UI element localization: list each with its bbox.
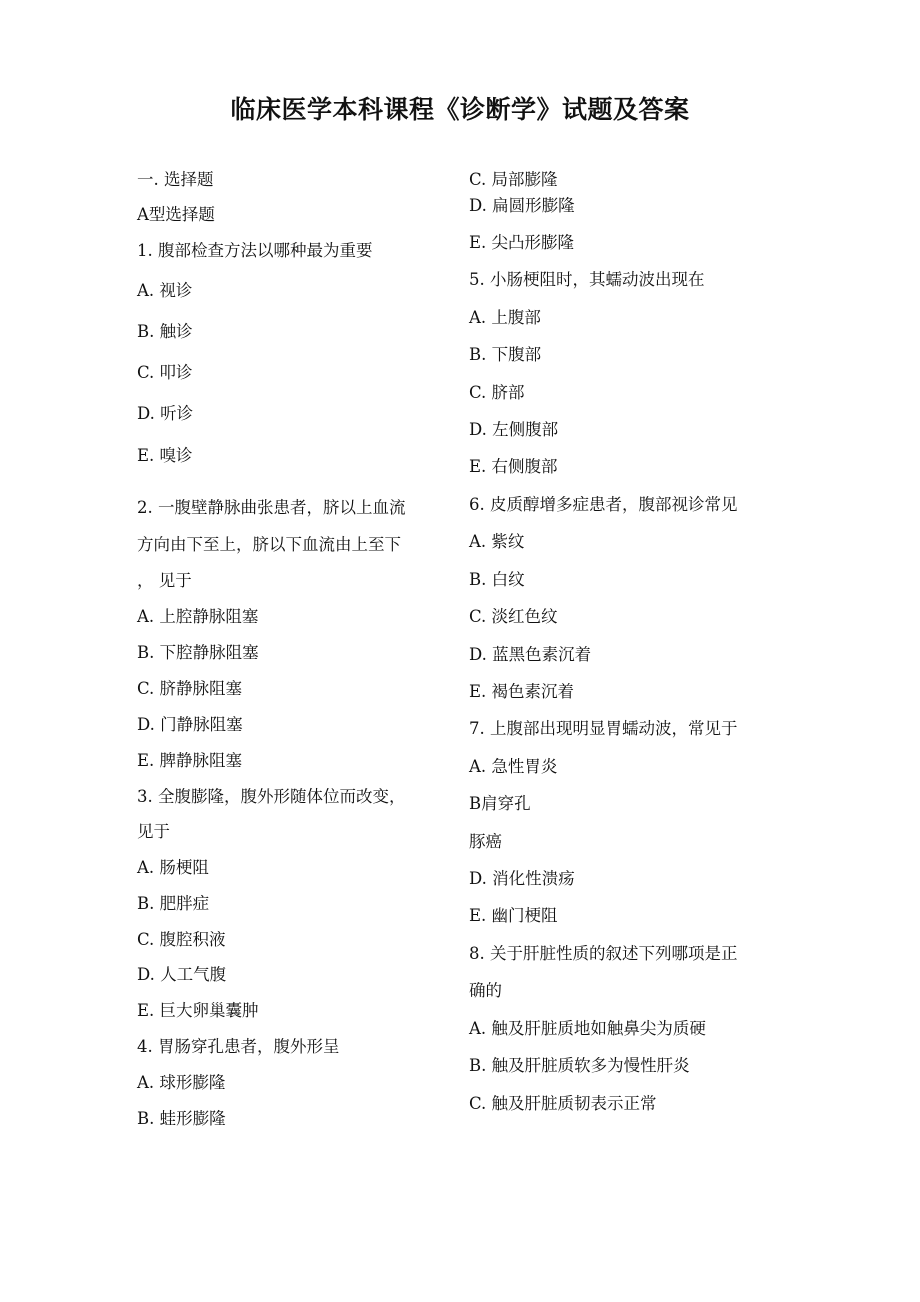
option-line: A. 上腔静脉阻塞 [137,607,259,626]
question-4: 4. 胃肠穿孔患者，腹外形呈 [137,1037,340,1056]
option-line: C. 脐部 [469,383,525,402]
option-line: D. 听诊 [137,404,194,423]
option-line: E. 幽门梗阻 [469,906,558,925]
option-line: C. 触及肝脏质韧表示正常 [469,1094,657,1113]
question-8-cont: 确的 [469,981,502,1000]
option-line: 豚癌 [469,832,502,851]
option-line: D. 门静脉阻塞 [137,715,243,734]
option-line: E. 脾静脉阻塞 [137,751,243,770]
option-line: A. 紫纹 [469,532,525,551]
option-line: C. 淡红色纹 [469,607,558,626]
option-line: B. 触及肝脏质软多为慢性肝炎 [469,1056,690,1075]
option-line: A. 触及肝脏质地如触鼻尖为质硬 [469,1019,706,1038]
option-line: C. 局部膨隆 [469,170,558,189]
option-line: E. 嗅诊 [137,446,193,465]
option-line: A. 球形膨隆 [137,1073,226,1092]
option-line: C. 叩诊 [137,363,193,382]
question-5: 5. 小肠梗阻时，其蠕动波出现在 [469,270,705,289]
question-6: 6. 皮质醇增多症患者，腹部视诊常见 [469,495,738,514]
option-line: A. 急性胃炎 [469,757,558,776]
option-line: D. 扁圆形膨隆 [469,196,575,215]
option-line: A. 肠梗阻 [137,858,209,877]
option-line: C. 腹腔积液 [137,930,226,949]
option-line: A. 上腹部 [469,308,541,327]
option-line: D. 消化性溃疡 [469,869,575,888]
option-line: D. 人工气腹 [137,965,227,984]
option-line: E. 尖凸形膨隆 [469,233,575,252]
question-1: 1. 腹部检查方法以哪种最为重要 [137,241,373,260]
option-line: E. 右侧腹部 [469,457,558,476]
option-line: B. 白纹 [469,570,525,589]
question-7: 7. 上腹部出现明显胃蠕动波，常见于 [469,719,738,738]
option-line: E. 巨大卵巢囊肿 [137,1001,259,1020]
question-2: 2. 一腹壁静脉曲张患者，脐以上血流 [137,498,406,517]
option-line: B. 肥胖症 [137,894,210,913]
option-line: C. 脐静脉阻塞 [137,679,243,698]
question-3: 3. 全腹膨隆，腹外形随体位而改变， [137,787,406,806]
question-2-cont: ， 见于 [137,571,192,590]
option-line: A. 视诊 [137,281,193,300]
question-8: 8. 关于肝脏性质的叙述下列哪项是正 [469,944,738,963]
option-line: B. 蛙形膨隆 [137,1109,226,1128]
subsection-heading: A型选择题 [137,205,215,224]
section-heading: 一. 选择题 [137,170,214,189]
option-line: E. 褐色素沉着 [469,682,575,701]
option-line: D. 蓝黑色素沉着 [469,645,592,664]
question-2-cont: 方向由下至上，脐以下血流由上至下 [137,535,401,554]
option-line: B肩穿孔 [469,794,531,813]
option-line: D. 左侧腹部 [469,420,559,439]
option-line: B. 下腔静脉阻塞 [137,643,259,662]
option-line: B. 下腹部 [469,345,542,364]
option-line: B. 触诊 [137,322,193,341]
question-3-cont: 见于 [137,822,170,841]
document-title: 临床医学本科课程《诊断学》试题及答案 [230,95,690,124]
